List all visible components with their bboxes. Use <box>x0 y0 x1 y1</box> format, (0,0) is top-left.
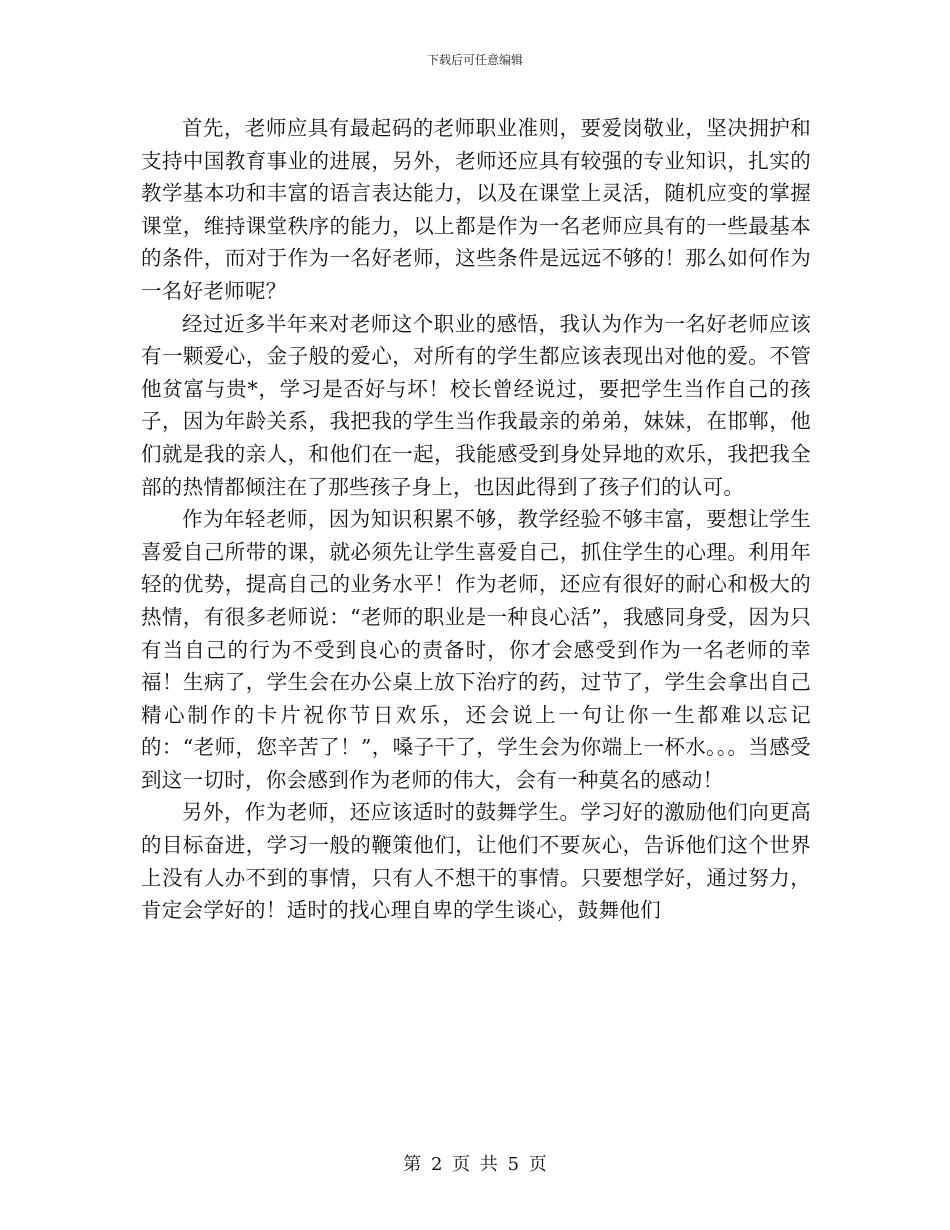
page-header-note: 下载后可任意编辑 <box>426 53 523 67</box>
page-number-footer: 第 2 页 共 5 页 <box>403 1154 547 1175</box>
paragraph-3: 作为年轻老师，因为知识积累不够，教学经验不够丰富，要想让学生喜爱自己所带的课，就必须先让学生喜爱自己，抓住学生的心理。利用年轻的优势，提高自己的业务水平！作为老师，还应有很好的耐心和极大的热情，有很多老师说：“老师的职业是一种良心活”，我感同身受，因为只有当自己的行为不受到良心的责备时，你才会感受到作为一名老师的幸福！生病了，学生会在办公桌上放下治疗的药，过节了，学生会拿出自己精心制作的卡片祝你节日欢乐，还会说上一句让你一生都难以忘记的：“老师，您辛苦了！”，嗓子干了，学生会为你端上一杯水。。。当感受到这一切时，你会感到作为老师的伟大，会有一种莫名的感动！ <box>141 507 811 792</box>
document-body <box>141 112 811 927</box>
paragraph-4: 另外，作为老师，还应该适时的鼓舞学生。学习好的激励他们向更高的目标奋进，学习一般的鞭策他们，让他们不要灰心，告诉他们这个世界上没有人办不到的事情，只有人不想干的事情。只要想学好，通过努力，肯定会学好的！适时的找心理自卑的学生谈心，鼓舞他们 <box>141 800 811 923</box>
paragraph-2: 经过近多半年来对老师这个职业的感悟，我认为作为一名好老师应该有一颗爱心，金子般的爱心，对所有的学生都应该表现出对他的爱。不管他贫富与贵*，学习是否好与坏！校长曾经说过，要把学生当作自己的孩子，因为年龄关系，我把我的学生当作我最亲的弟弟，妹妹，在邯郸，他们就是我的亲人，和他们在一起，我能感受到身处异地的欢乐，我把我全部的热情都倾注在了那些孩子身上，也因此得到了孩子们的认可。 <box>141 311 811 499</box>
paragraph-1: 首先，老师应具有最起码的老师职业准则，要爱岗敬业，坚决拥护和支持中国教育事业的进展，另外，老师还应具有较强的专业知识，扎实的教学基本功和丰富的语言表达能力，以及在课堂上灵活，随机应变的掌握课堂，维持课堂秩序的能力，以上都是作为一名老师应具有的一些最基本的条件，而对于作为一名好老师，这些条件是远远不够的！那么如何作为一名好老师呢？ <box>141 116 811 303</box>
